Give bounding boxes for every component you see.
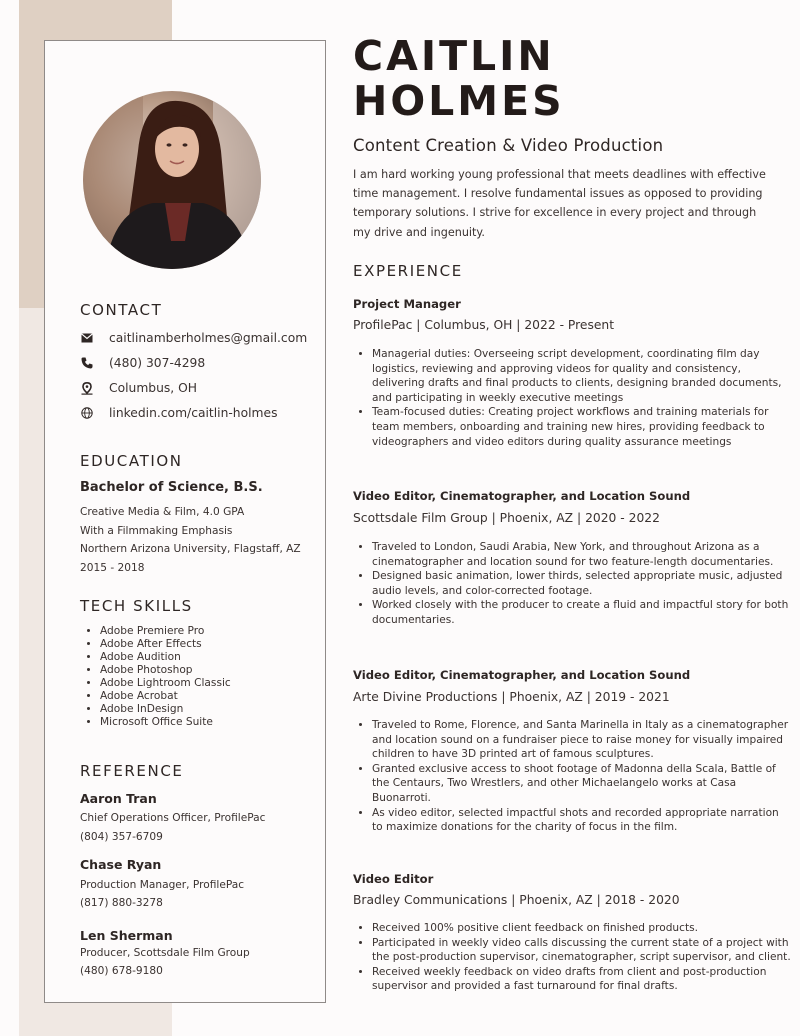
- skill-item: • Adobe InDesign: [100, 703, 231, 716]
- email-text: caitlinamberholmes@gmail.com: [109, 331, 308, 345]
- job-bullet: • Designed basic animation, lower thirds, selected appropriate music, adjusted audio levels, and color-corrected footage.: [372, 569, 792, 598]
- reference-phone: (817) 880-3278: [80, 897, 163, 909]
- skill-item: • Adobe Audition: [100, 651, 231, 664]
- job-bullet: • Participated in weekly video calls discussing the current state of a project with the post-production supervisor, cinematographer, script supervisor, and client.: [372, 936, 792, 965]
- last-name: HOLMES: [353, 77, 565, 125]
- skill-item: • Adobe Acrobat: [100, 690, 231, 703]
- candidate-name: [353, 34, 565, 124]
- sidebar-panel: [44, 40, 326, 1003]
- job-bullet: • Team-focused duties: Creating project workflows and training materials for team members, onboarding and training new hires, providing feedback to videographers and video editors during quality assurance meetings: [372, 405, 792, 449]
- job-bullet: • Received weekly feedback on video drafts from client and post-production supervisor and provided a fast turnaround for final drafts.: [372, 965, 792, 994]
- job-title: Project Manager: [353, 297, 461, 311]
- education-line: Creative Media & Film, 4.0 GPA: [80, 506, 245, 518]
- globe-icon: [80, 406, 94, 420]
- job-bullet: • Received 100% positive client feedback on finished products.: [372, 921, 792, 936]
- education-details: [80, 503, 301, 577]
- job-organization: Scottsdale Film Group | Phoenix, AZ | 2020 - 2022: [353, 511, 660, 525]
- education-line: Northern Arizona University, Flagstaff, AZ: [80, 543, 301, 555]
- reference-role: Chief Operations Officer, ProfilePac: [80, 812, 266, 824]
- job-organization: ProfilePac | Columbus, OH | 2022 - Present: [353, 318, 615, 332]
- reference-phone: (804) 357-6709: [80, 831, 163, 843]
- job-bullet: • Granted exclusive access to shoot footage of Madonna della Scala, Battle of the Centaurs, Two Wrestlers, and other Michaelangelo works at Casa Buonarroti.: [372, 762, 792, 806]
- job-bullets: [356, 718, 792, 835]
- contact-heading: CONTACT: [80, 301, 163, 319]
- profile-subtitle: Content Creation & Video Production: [353, 136, 664, 155]
- job-bullets: [356, 347, 792, 449]
- first-name: CAITLIN: [353, 32, 555, 80]
- skill-item: • Adobe Premiere Pro: [100, 625, 231, 638]
- map-pin-icon: [80, 381, 94, 395]
- skill-item: • Microsoft Office Suite: [100, 716, 231, 729]
- contact-linkedin[interactable]: [80, 406, 278, 420]
- contact-email[interactable]: [80, 331, 307, 345]
- job-organization: Arte Divine Productions | Phoenix, AZ | 2019 - 2021: [353, 690, 670, 704]
- job-title: Video Editor: [353, 872, 434, 886]
- job-bullet: • As video editor, selected impactful shots and recorded appropriate narration to maximize donations for the charity of focus in the film.: [372, 806, 792, 835]
- education-line: 2015 - 2018: [80, 561, 145, 574]
- skill-item: • Adobe Lightroom Classic: [100, 677, 231, 690]
- job-bullet: • Managerial duties: Overseeing script development, coordinating film day logistics, reviewing and approving videos for quality and consistency, delivering drafts and final products to clients, designing branded documents, and participating in weekly executive meetings: [372, 347, 792, 405]
- reference-name: Chase Ryan: [80, 857, 162, 872]
- job-bullet: • Traveled to London, Saudi Arabia, New York, and throughout Arizona as a cinematographer and location sound for two feature-length documentaries.: [372, 540, 792, 569]
- contact-location: [80, 381, 197, 395]
- location-text: Columbus, OH: [109, 381, 198, 395]
- skills-heading: TECH SKILLS: [80, 597, 193, 615]
- job-bullets: [356, 540, 792, 628]
- envelope-icon: [80, 331, 94, 345]
- skills-list: [84, 625, 231, 729]
- education-line: With a Filmmaking Emphasis: [80, 524, 233, 537]
- phone-icon: [80, 356, 94, 370]
- job-title: Video Editor, Cinematographer, and Location Sound: [353, 489, 691, 503]
- reference-phone: (480) 678-9180: [80, 965, 163, 977]
- reference-name: Len Sherman: [80, 928, 173, 943]
- reference-role: Production Manager, ProfilePac: [80, 879, 245, 891]
- phone-text: (480) 307-4298: [109, 356, 206, 370]
- job-bullets: [356, 921, 792, 994]
- education-heading: EDUCATION: [80, 452, 183, 470]
- job-title: Video Editor, Cinematographer, and Location Sound: [353, 668, 691, 682]
- contact-phone[interactable]: [80, 356, 205, 370]
- linkedin-text: linkedin.com/caitlin-holmes: [109, 406, 278, 420]
- job-bullet: • Worked closely with the producer to create a fluid and impactful story for both documentaries.: [372, 598, 792, 627]
- reference-heading: REFERENCE: [80, 762, 184, 780]
- profile-photo: [83, 91, 261, 269]
- profile-summary: I am hard working young professional that meets deadlines with effective time management. I resolve fundamental issues as opposed to providing temporary solutions. I strive for excellence in every project and through my drive and ingenuity.: [353, 168, 766, 239]
- job-organization: Bradley Communications | Phoenix, AZ | 2018 - 2020: [353, 893, 680, 907]
- experience-heading: EXPERIENCE: [353, 262, 463, 280]
- education-degree: Bachelor of Science, B.S.: [80, 480, 263, 495]
- reference-name: Aaron Tran: [80, 791, 157, 806]
- reference-role: Producer, Scottsdale Film Group: [80, 947, 250, 959]
- skill-item: • Adobe Photoshop: [100, 664, 231, 677]
- skill-item: • Adobe After Effects: [100, 638, 231, 651]
- job-bullet: • Traveled to Rome, Florence, and Santa Marinella in Italy as a cinematographer and location sound on a fundraiser piece to raise money for visually impaired children to have 3D printed art of famous sculptures.: [372, 718, 792, 762]
